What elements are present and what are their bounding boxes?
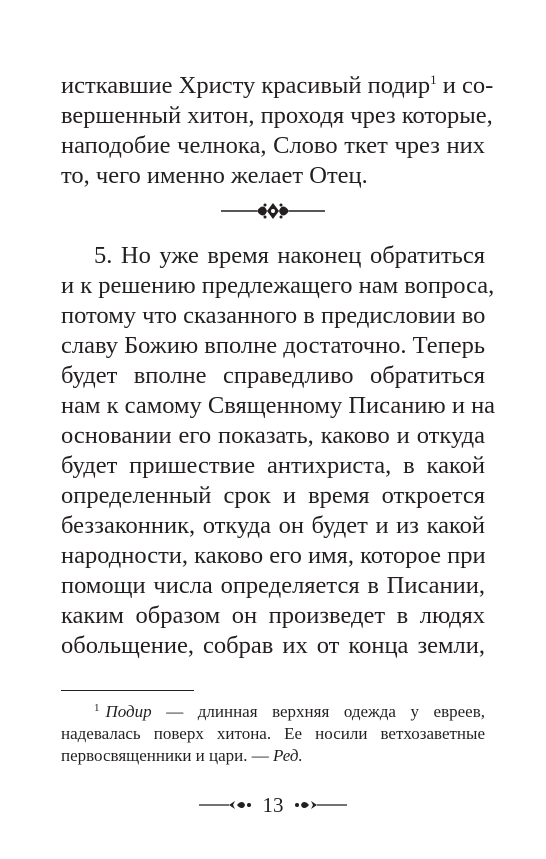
- page-number-block: [199, 792, 347, 818]
- footnote-term: Подир: [105, 702, 152, 721]
- text-line: обольщение, собрав их от конца земли,: [61, 632, 485, 659]
- book-page: [61, 0, 496, 859]
- text-line: будет вполне справедливо обратиться: [61, 362, 485, 389]
- footnote-number: 1: [94, 702, 100, 714]
- footnote-rule: [61, 690, 194, 691]
- text-line: беззаконник, откуда он будет и из какой: [61, 512, 485, 539]
- text-line: и к решению предлежащего нам вопроса,: [61, 272, 495, 299]
- folio-ornament-right-icon: [293, 800, 347, 810]
- text-line: каким образом он произведет в людях: [61, 602, 485, 629]
- footnote-editor-mark: Ред.: [273, 746, 303, 765]
- text-line: наподобие челнока, Слово ткет чрез них: [61, 132, 485, 159]
- text-line: помощи числа определяется в Писании,: [61, 572, 485, 599]
- text-line: потому что сказанного в предисловии во: [61, 302, 486, 329]
- text-line: нам к самому Священному Писанию и на: [61, 392, 496, 419]
- footnote-reference[interactable]: 1: [430, 72, 437, 87]
- text-line: будет пришествие антихриста, в какой: [61, 452, 485, 479]
- text-line: то, чего именно желает Отец.: [61, 162, 368, 189]
- footnote-line: $^1$ Подир — длинная верхняя одежда у евреев,: [94, 702, 485, 721]
- text-line: исткавшие Христу красивый подир$^1$ и со-: [61, 72, 494, 99]
- text-line: народности, каково его имя, которое при: [61, 542, 486, 569]
- ornament-divider: [221, 200, 325, 222]
- text-line: основании его показать, каково и откуда: [61, 422, 485, 449]
- text-line: 5. Но уже время наконец обратиться: [94, 242, 485, 269]
- footnote-line: надевалась поверх хитона. Ее носили ветхозаветные: [61, 724, 485, 743]
- page-number: 13: [262, 793, 284, 817]
- text-line: славу Божию вполне достаточно. Теперь: [61, 332, 485, 359]
- text-line: определенный срок и время откроется: [61, 482, 485, 509]
- folio-ornament-left-icon: [199, 800, 253, 810]
- text-line: вершенный хитон, проходя чрез которые,: [61, 102, 493, 129]
- footnote-line: первосвященники и цари. — Ред.: [61, 746, 303, 765]
